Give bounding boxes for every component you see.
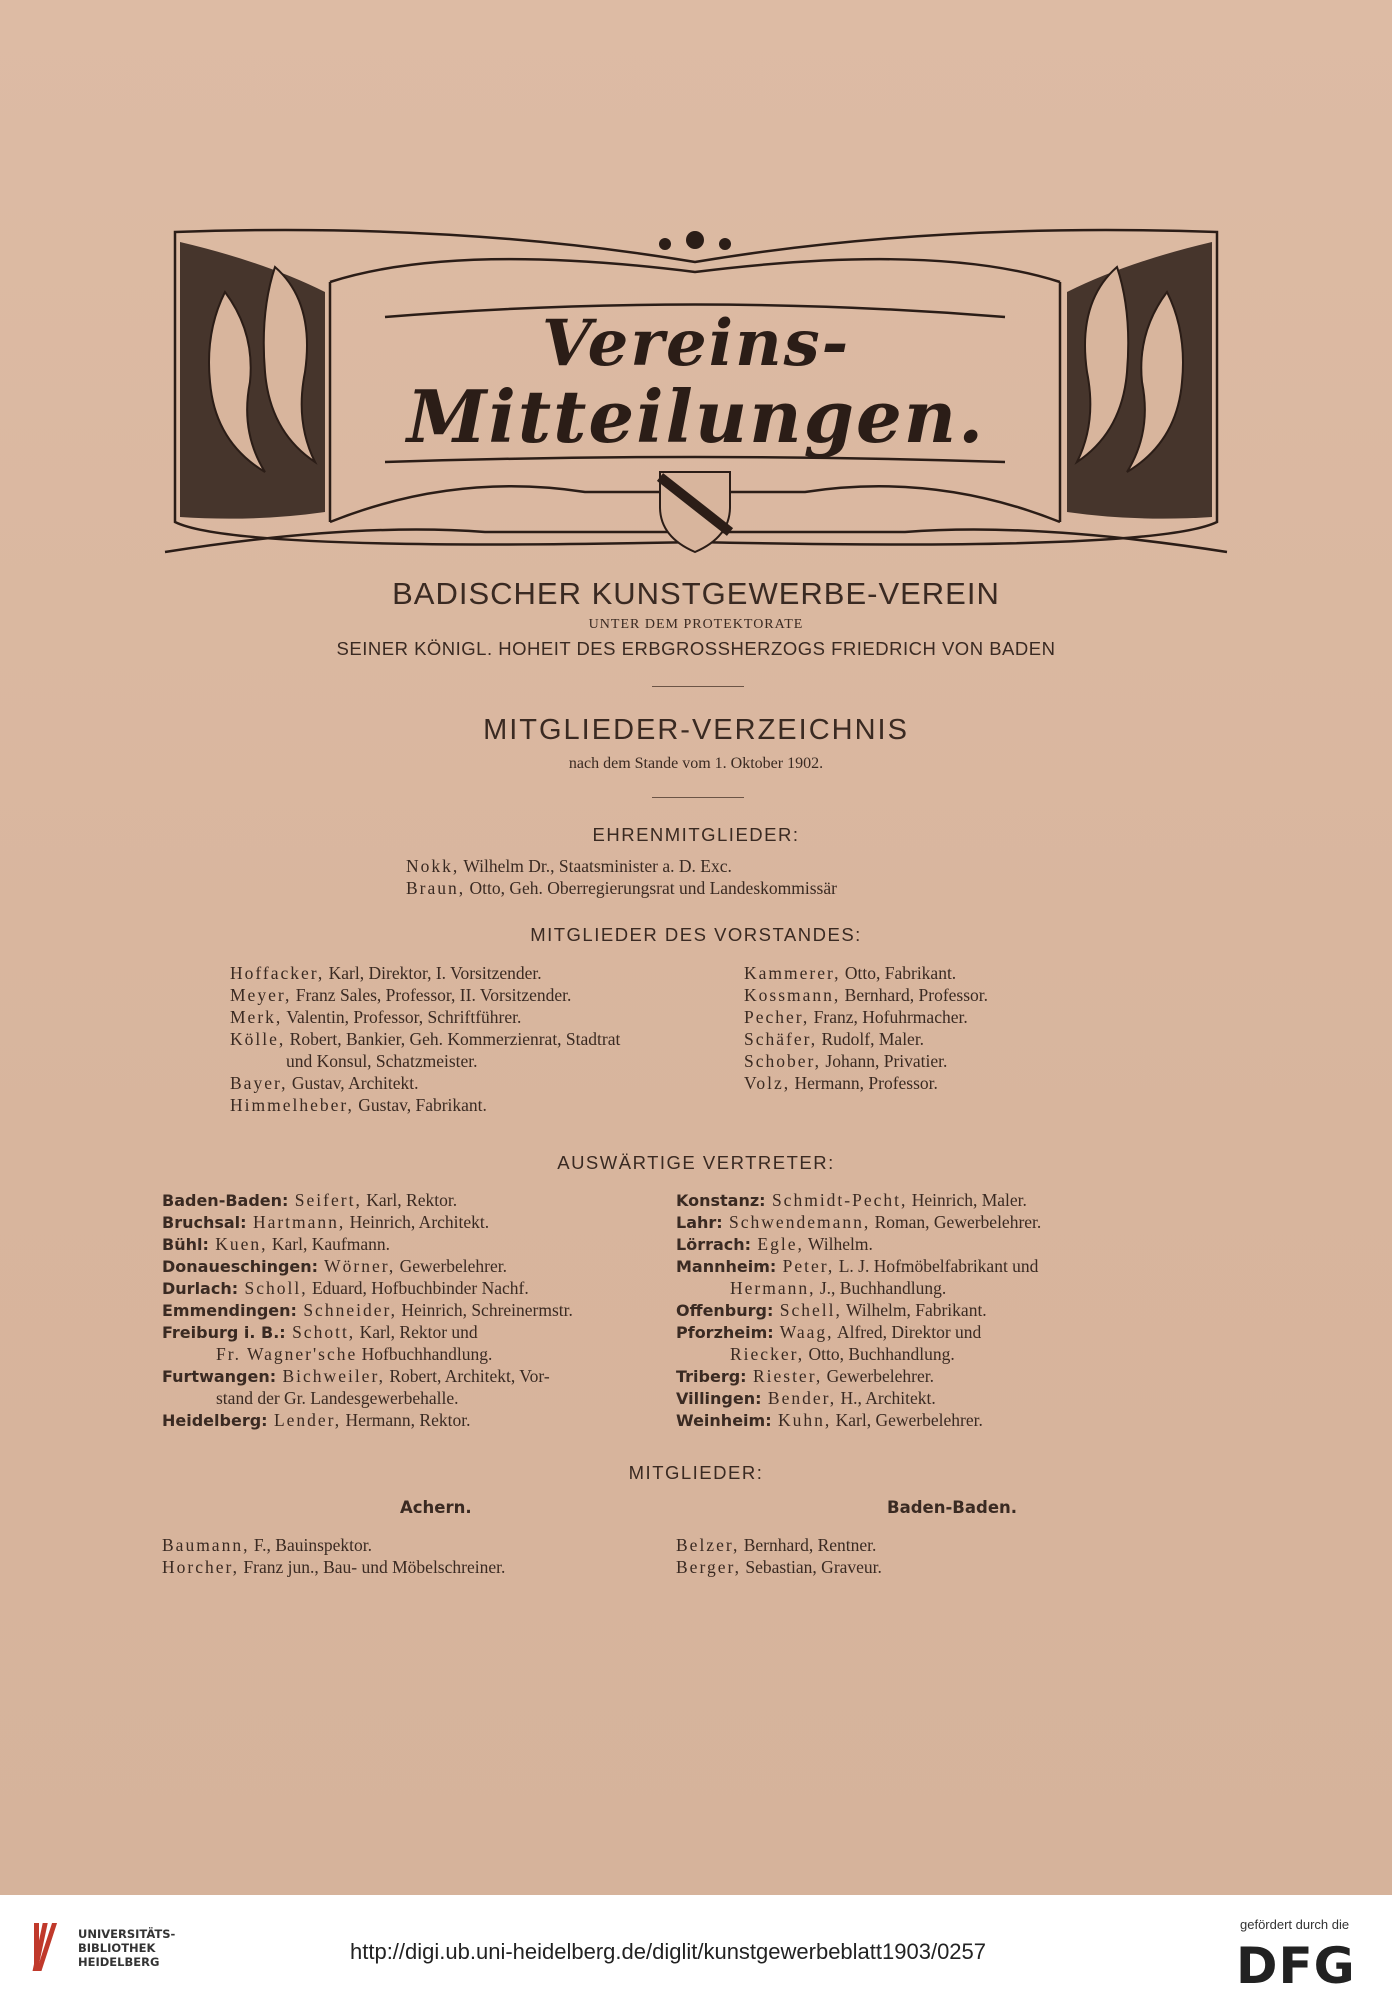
member-entry: Baumann, F., Bauinspektor. xyxy=(162,1535,373,1555)
honorary-member: Braun, Otto, Geh. Oberregierungsrat und Landeskommissär xyxy=(406,878,837,898)
member-entry: Belzer, Bernhard, Rentner. xyxy=(676,1535,877,1555)
board-member: Schäfer, Rudolf, Maler. xyxy=(744,1029,925,1049)
library-logo-icon xyxy=(30,1917,70,1977)
digitization-footer xyxy=(0,1895,1392,2003)
board-member: Schober, Johann, Privatier. xyxy=(744,1051,948,1071)
representatives-heading: AUSWÄRTIGE VERTRETER: xyxy=(557,1152,835,1173)
representative-entry: Pforzheim: Waag, Alfred, Direktor und xyxy=(676,1322,982,1342)
banner-title-line1: Vereins- xyxy=(541,306,851,381)
representative-continuation: stand der Gr. Landesgewerbehalle. xyxy=(216,1388,459,1408)
representative-entry: Villingen: Bender, H., Architekt. xyxy=(676,1388,936,1408)
ornamental-banner xyxy=(155,222,1237,562)
patron-line: SEINER KÖNIGL. HOHEIT DES ERBGROSSHERZOGS FRIEDRICH VON BADEN xyxy=(336,638,1056,659)
member-entry: Horcher, Franz jun., Bau- und Möbelschreiner. xyxy=(162,1557,506,1577)
representative-entry: Triberg: Riester, Gewerbelehrer. xyxy=(676,1366,934,1386)
representative-entry: Offenburg: Schell, Wilhelm, Fabrikant. xyxy=(676,1300,987,1320)
register-title: MITGLIEDER-VERZEICHNIS xyxy=(483,714,909,746)
representative-entry: Durlach: Scholl, Eduard, Hofbuchbinder Nachf. xyxy=(162,1278,529,1298)
funding-note: gefördert durch die xyxy=(1240,1917,1350,1932)
representative-entry: Konstanz: Schmidt-Pecht, Heinrich, Maler. xyxy=(676,1190,1027,1210)
representative-entry: Baden-Baden: Seifert, Karl, Rektor. xyxy=(162,1190,458,1210)
representative-continuation: Riecker, Otto, Buchhandlung. xyxy=(730,1344,955,1364)
baden-coat-of-arms xyxy=(660,472,730,552)
honorary-member: Nokk, Wilhelm Dr., Staatsminister a. D. Exc. xyxy=(406,856,732,876)
representative-entry: Mannheim: Peter, L. J. Hofmöbelfabrikant und xyxy=(676,1256,1039,1276)
representative-entry: Bühl: Kuen, Karl, Kaufmann. xyxy=(162,1234,390,1254)
representative-entry: Donaueschingen: Wörner, Gewerbelehrer. xyxy=(162,1256,508,1276)
board-member: Kölle, Robert, Bankier, Geh. Kommerzienrat, Stadtrat xyxy=(230,1029,621,1049)
society-title: BADISCHER KUNSTGEWERBE-VEREIN xyxy=(392,576,1000,611)
representative-entry: Weinheim: Kuhn, Karl, Gewerbelehrer. xyxy=(676,1410,983,1430)
protectorate-line: UNTER DEM PROTEKTORATE xyxy=(588,617,804,632)
board-heading: MITGLIEDER DES VORSTANDES: xyxy=(530,924,862,945)
dfg-logo: DFG xyxy=(1236,1937,1356,1995)
members-city-baden-baden: Baden-Baden. xyxy=(887,1498,1018,1517)
banner-title-line2: Mitteilungen. xyxy=(406,374,986,459)
representative-entry: Lörrach: Egle, Wilhelm. xyxy=(676,1234,873,1254)
representative-entry: Bruchsal: Hartmann, Heinrich, Architekt. xyxy=(162,1212,490,1232)
board-member: Merk, Valentin, Professor, Schriftführer. xyxy=(230,1007,522,1027)
member-entry: Berger, Sebastian, Graveur. xyxy=(676,1557,882,1577)
members-city-achern: Achern. xyxy=(400,1498,472,1517)
board-member-continuation: und Konsul, Schatzmeister. xyxy=(286,1051,478,1071)
representative-entry: Emmendingen: Schneider, Heinrich, Schreinermstr. xyxy=(162,1300,573,1320)
board-member: Himmelheber, Gustav, Fabrikant. xyxy=(230,1095,487,1115)
board-member: Kossmann, Bernhard, Professor. xyxy=(744,985,989,1005)
representative-entry: Heidelberg: Lender, Hermann, Rektor. xyxy=(162,1410,471,1430)
board-member: Pecher, Franz, Hofuhrmacher. xyxy=(744,1007,968,1027)
representative-continuation: Fr. Wagner'sche Hofbuchhandlung. xyxy=(216,1344,493,1364)
representative-continuation: Hermann, J., Buchhandlung. xyxy=(730,1278,947,1298)
representative-entry: Furtwangen: Bichweiler, Robert, Architekt, Vor- xyxy=(162,1366,550,1386)
board-member: Bayer, Gustav, Architekt. xyxy=(230,1073,419,1093)
library-name: UNIVERSITÄTS- BIBLIOTHEK HEIDELBERG xyxy=(78,1927,176,1969)
divider xyxy=(652,797,744,798)
source-url-link[interactable]: http://digi.ub.uni-heidelberg.de/diglit/kunstgewerbeblatt1903/0257 xyxy=(350,1939,987,1964)
board-member: Volz, Hermann, Professor. xyxy=(744,1073,938,1093)
divider xyxy=(652,686,744,687)
board-member: Meyer, Franz Sales, Professor, II. Vorsitzender. xyxy=(230,985,572,1005)
representative-entry: Freiburg i. B.: Schott, Karl, Rektor und xyxy=(162,1322,478,1342)
board-member: Hoffacker, Karl, Direktor, I. Vorsitzender. xyxy=(230,963,542,983)
register-date: nach dem Stande vom 1. Oktober 1902. xyxy=(568,755,824,772)
representative-entry: Lahr: Schwendemann, Roman, Gewerbelehrer. xyxy=(676,1212,1042,1232)
honorary-heading: EHRENMITGLIEDER: xyxy=(592,824,800,845)
members-heading: MITGLIEDER: xyxy=(628,1462,764,1483)
board-member: Kammerer, Otto, Fabrikant. xyxy=(744,963,957,983)
